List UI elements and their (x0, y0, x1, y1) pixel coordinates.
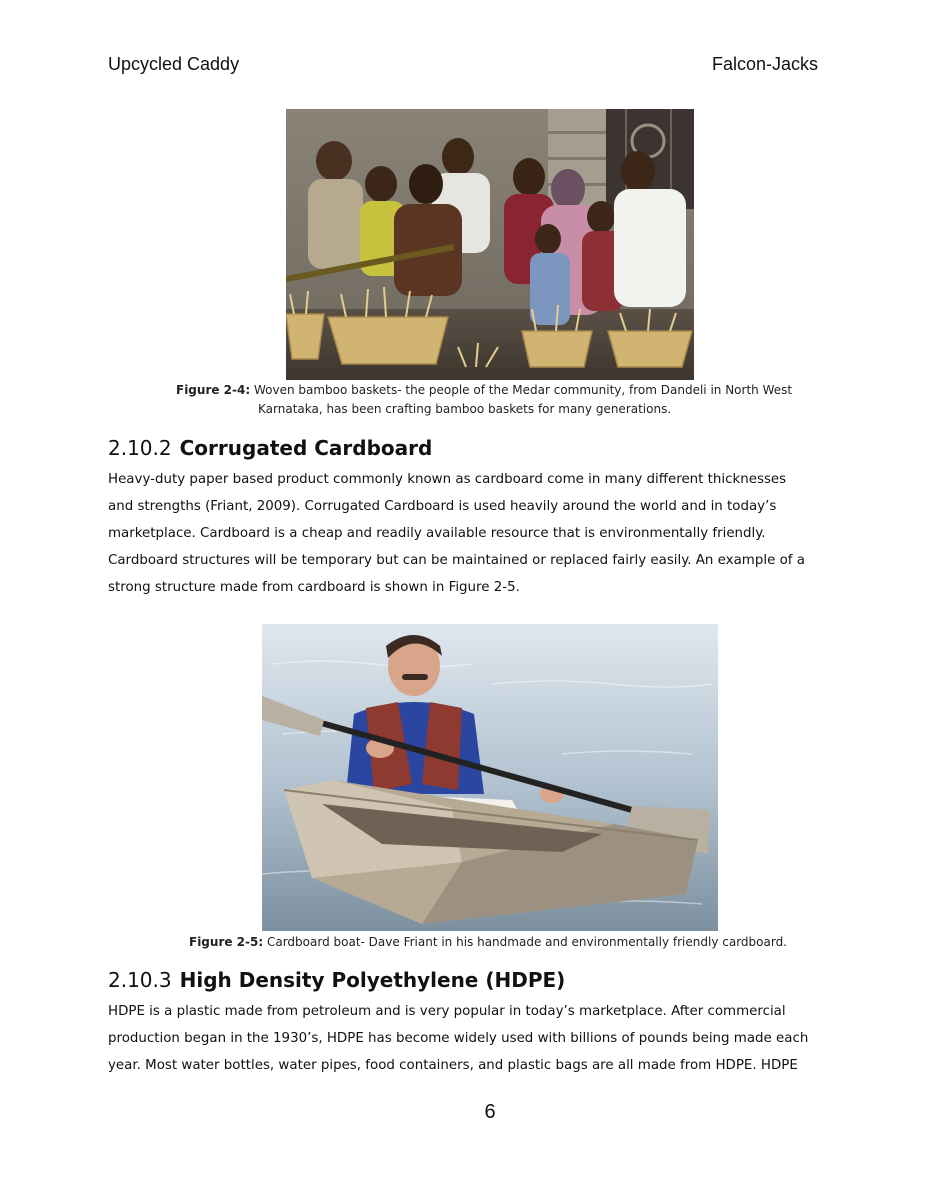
paragraph-line: HDPE is a plastic made from petroleum and is very popular in today’s marketplace. After commercial (108, 1004, 786, 1019)
paragraph-line: strong structure made from cardboard is shown in Figure 2-5. (108, 580, 520, 595)
section-title: High Density Polyethylene (HDPE) (179, 968, 566, 992)
paragraph-hdpe (108, 998, 820, 1079)
figure-2-4-photo (286, 109, 694, 380)
figure-2-5-caption (189, 933, 809, 952)
paragraph-line: marketplace. Cardboard is a cheap and readily available resource that is environmentally friendly. (108, 526, 766, 541)
paragraph-line: year. Most water bottles, water pipes, food containers, and plastic bags are all made from HDPE. HDPE (108, 1058, 798, 1073)
paragraph-corrugated-cardboard (108, 466, 820, 601)
section-number: 2.10.3 (108, 968, 172, 992)
figure-2-4-label: Figure 2-4: (176, 383, 251, 397)
section-heading-hdpe (108, 968, 565, 992)
paragraph-line: production began in the 1930’s, HDPE has become widely used with billions of pounds being made each (108, 1031, 809, 1046)
header-document-title: Upcycled Caddy (108, 54, 240, 74)
section-title: Corrugated Cardboard (179, 436, 433, 460)
paragraph-line: Cardboard structures will be temporary but can be maintained or replaced fairly easily. An example of a (108, 553, 805, 568)
figure-2-5-label: Figure 2-5: (189, 935, 264, 949)
figure-2-4-caption-line2: Karnataka, has been crafting bamboo baskets for many generations. (258, 402, 672, 416)
figure-2-5-caption-text: Cardboard boat- Dave Friant in his handmade and environmentally friendly cardboard. (263, 935, 787, 949)
paragraph-line: and strengths (Friant, 2009). Corrugated Cardboard is used heavily around the world and in today’s (108, 499, 777, 514)
page-number: 6 (484, 1101, 496, 1123)
header-team-name: Falcon-Jacks (711, 54, 818, 74)
figure-2-5-photo (262, 624, 718, 931)
paragraph-line: Heavy-duty paper based product commonly known as cardboard come in many different thicknesses (108, 472, 787, 487)
figure-2-4-caption-line1: Woven bamboo baskets- the people of the Medar community, from Dandeli in North West (250, 383, 793, 397)
section-number: 2.10.2 (108, 436, 172, 460)
section-heading-corrugated-cardboard (108, 436, 432, 460)
figure-2-4-caption (176, 381, 816, 419)
page-header (108, 54, 818, 75)
